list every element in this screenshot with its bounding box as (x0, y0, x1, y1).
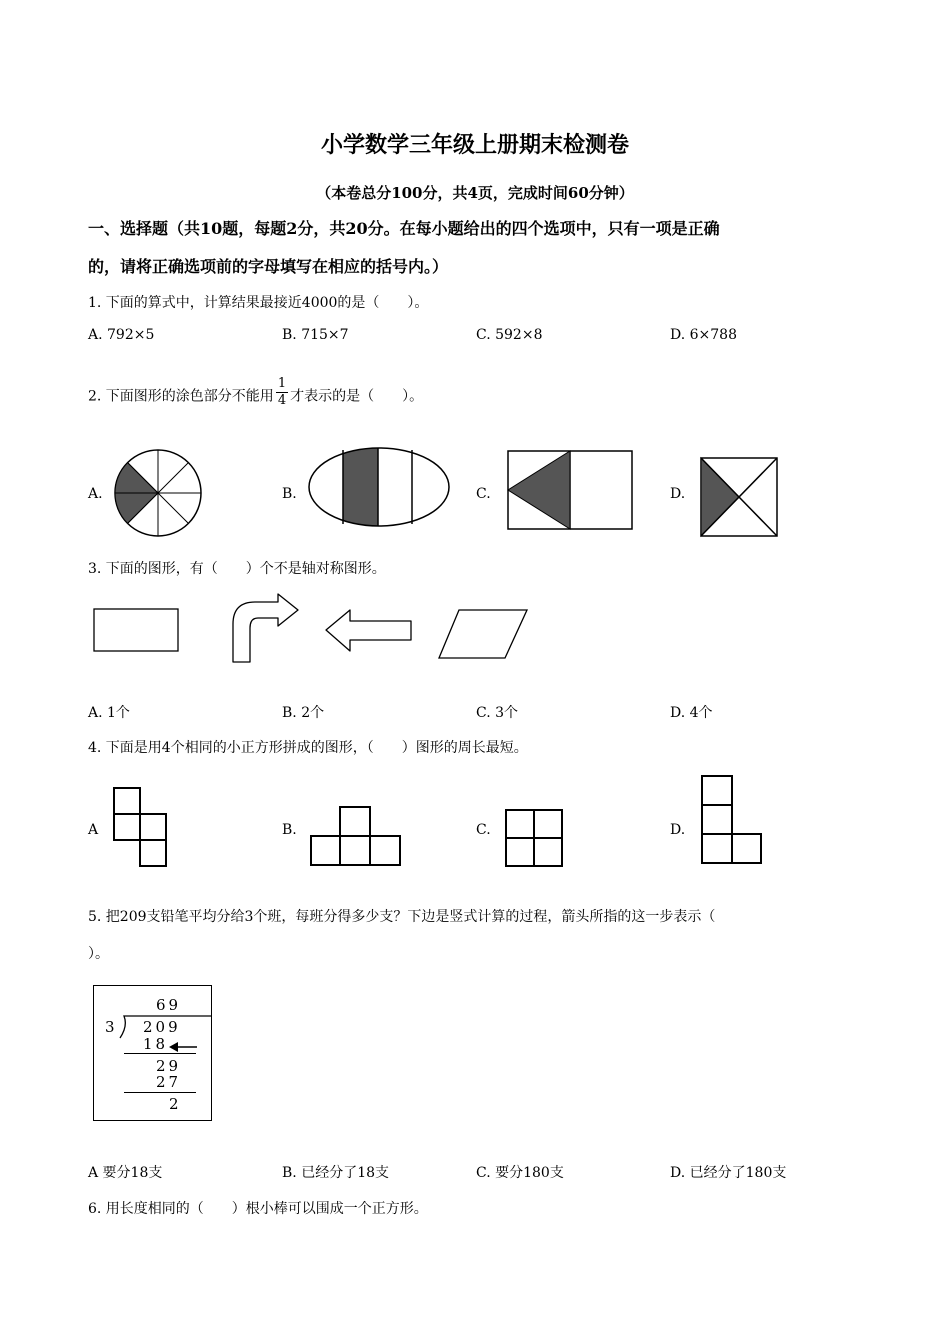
q1-option-c: C. 592×8 (476, 327, 543, 343)
division-dividend: 209 (143, 1018, 181, 1036)
division-remainder: 2 (169, 1095, 179, 1113)
question-5-text-line-2: ）。 (88, 946, 109, 962)
question-3-text: 3. 下面的图形，有（ ）个不是轴对称图形。 (88, 561, 386, 577)
division-step-18: 18 (143, 1035, 169, 1053)
q4-figure-d (700, 774, 764, 866)
q3-figure-rectangle (93, 608, 181, 654)
q2-option-c: C. (476, 486, 491, 502)
division-line-1 (124, 1053, 196, 1054)
section-header (88, 210, 868, 286)
q4-option-c: C. (476, 822, 491, 838)
division-step-29: 29 (156, 1057, 182, 1075)
q2-option-b: B. (282, 486, 297, 502)
q1-option-d: D. 6×788 (670, 327, 737, 343)
q5-option-b: B. 已经分了18支 (282, 1165, 390, 1181)
q4-option-a: A (88, 822, 99, 838)
question-5-text-line-1: 5. 把209支铅笔平均分给3个班，每班分得多少支？下边是竖式计算的过程，箭头所指的这一步表示（ (88, 909, 716, 925)
q2-option-a: A. (88, 486, 103, 502)
q1-option-a: A. 792×5 (88, 327, 155, 343)
fraction-one-quarter (276, 376, 288, 409)
q3-option-c: C. 3个 (476, 705, 519, 721)
q4-figure-a (112, 786, 170, 868)
page-subtitle: （本卷总分100分，共4页，完成时间60分钟） (316, 184, 634, 202)
division-quotient: 69 (156, 996, 182, 1014)
arrow-left-icon (169, 1041, 199, 1053)
division-divisor: 3 (105, 1018, 115, 1036)
page-title: 小学数学三年级上册期末检测卷 (320, 132, 629, 158)
q5-option-c: C. 要分180支 (476, 1165, 564, 1181)
section-header-line-1: 一、选择题（共10题，每题2分，共20分。在每小题给出的四个选项中，只有一项是正确 (88, 219, 720, 238)
question-2-text-after: 才表示的是（ ）。 (290, 388, 424, 405)
q2-option-d: D. (670, 486, 686, 502)
q3-option-a: A. 1个 (88, 705, 130, 721)
long-division-box (93, 985, 212, 1121)
section-header-line-2: 的，请将正确选项前的字母填写在相应的括号内。） (88, 257, 449, 276)
q3-figure-parallelogram (437, 608, 529, 660)
question-6-text: 6. 用长度相同的（ ）根小棒可以围成一个正方形。 (88, 1201, 428, 1217)
q5-option-a: A 要分18支 (88, 1165, 163, 1181)
question-2-text-before: 2. 下面图形的涂色部分不能用 (88, 388, 274, 405)
q4-figure-b (309, 805, 403, 867)
q4-option-d: D. (670, 822, 686, 838)
q2-figure-ellipse (307, 446, 451, 528)
q4-figure-c (504, 808, 564, 868)
q2-figure-square (700, 457, 778, 537)
q4-option-b: B. (282, 822, 297, 838)
q2-figure-rectangle (507, 450, 633, 530)
division-step-27: 27 (156, 1073, 182, 1091)
division-line-2 (124, 1092, 196, 1093)
q3-option-b: B. 2个 (282, 705, 325, 721)
q2-figure-circle (112, 447, 204, 539)
q3-option-d: D. 4个 (670, 705, 713, 721)
fraction-numerator: 1 (277, 376, 287, 391)
question-4-text: 4. 下面是用4个相同的小正方形拼成的图形，（ ）图形的周长最短。 (88, 740, 528, 756)
q3-figure-left-arrow (324, 608, 414, 654)
q5-option-d: D. 已经分了180支 (670, 1165, 787, 1181)
question-1-text: 1. 下面的算式中，计算结果最接近4000的是（ ）。 (88, 295, 429, 311)
q1-option-b: B. 715×7 (282, 327, 349, 343)
fraction-denominator: 4 (277, 393, 287, 408)
question-2-text (88, 376, 424, 413)
q3-figure-turn-arrow (230, 592, 302, 664)
